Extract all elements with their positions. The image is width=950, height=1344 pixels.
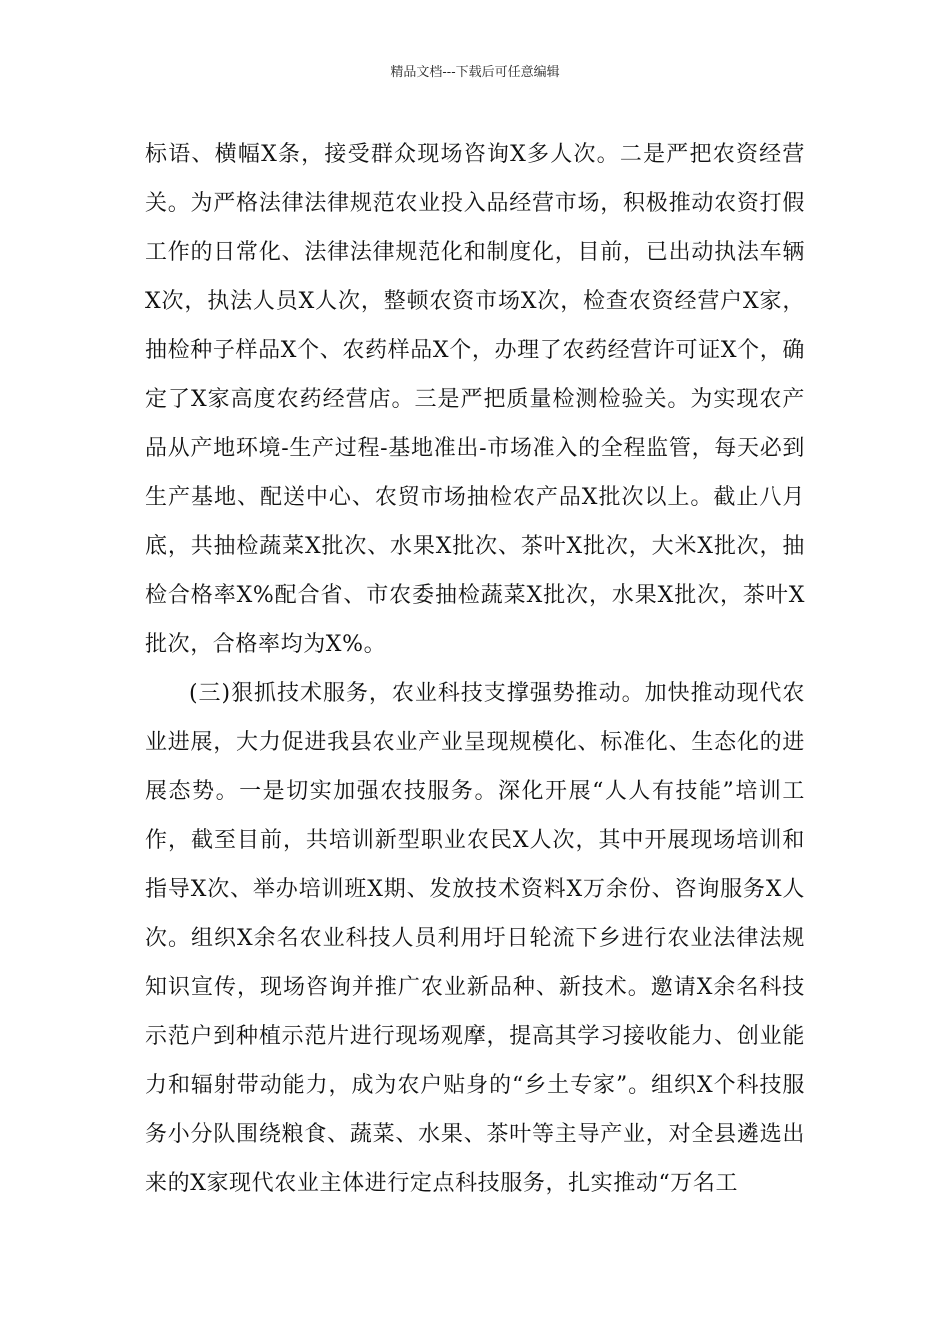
page-header: 精品文档---下载后可任意编辑 (390, 65, 560, 80)
document-body (145, 130, 805, 1208)
paragraph-quality-control: 标语、横幅X条，接受群众现场咨询X多人次。二是严把农资经营关。为严格法律法律规范农业投入品经营市场，积极推动农资打假工作的日常化、法律法律规范化和制度化，目前，已出动执法车辆X次，执法人员X人次，整顿农资市场X次，检查农资经营户X家，抽检种子样品X个、农药样品X个，办理了农药经营许可证X个，确定了X家高度农药经营店。三是严把质量检测检验关。为实现农产品从产地环境-生产过程-基地准出-市场准入的全程监管，每天必到生产基地、配送中心、农贸市场抽检农产品X批次以上。截止八月底，共抽检蔬菜X批次、水果X批次、茶叶X批次，大米X批次，抽检合格率X%配合省、市农委抽检蔬菜X批次，水果X批次，茶叶X批次，合格率均为X%。 (145, 142, 805, 657)
paragraph-technical-services: (三)狠抓技术服务，农业科技支撑强势推动。加快推动现代农业进展，大力促进我县农业产业呈现规模化、标准化、生态化的进展态势。一是切实加强农技服务。深化开展“人人有技能”培训工作，截至目前，共培训新型职业农民X人次，其中开展现场培训和指导X次、举办培训班X期、发放技术资料X万余份、咨询服务X人次。组织X余名农业科技人员利用圩日轮流下乡进行农业法律法规知识宣传，现场咨询并推广农业新品种、新技术。邀请X余名科技示范户到种植示范片进行现场观摩，提高其学习接收能力、创业能力和辐射带动能力，成为农户贴身的“乡土专家”。组织X个科技服务小分队围绕粮食、蔬菜、水果、茶叶等主导产业，对全县遴选出来的X家现代农业主体进行定点科技服务，扎实推动“万名工 (145, 681, 805, 1196)
